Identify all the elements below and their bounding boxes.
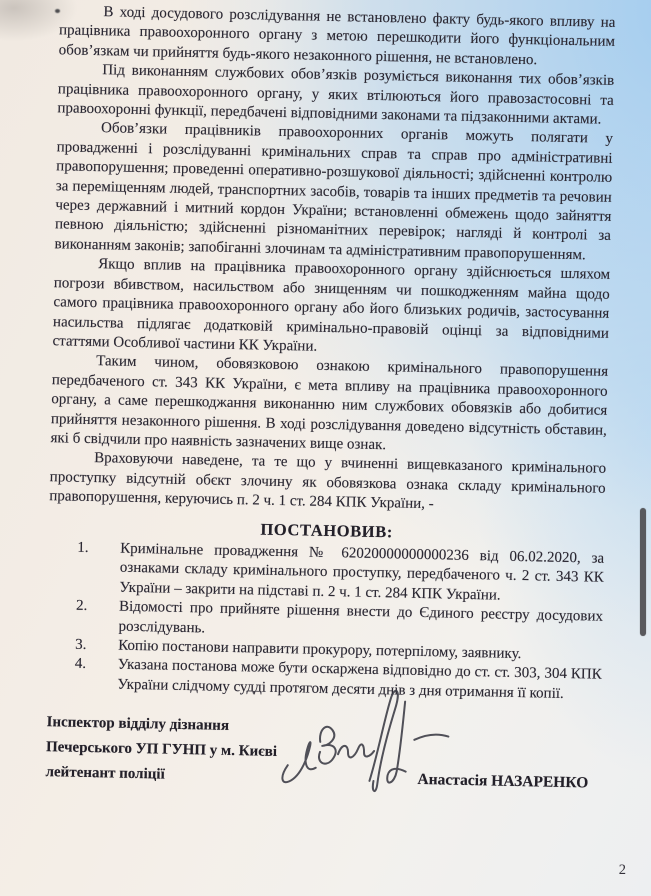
- paragraph: Обов’язки працівників правоохоронних органів можуть полягати у провадженні і розслідуванні кримінальних справ та справ про адміністративні правопорушення; проведенні оперативно-розшукової діяльності; здійсненні контролю за переміщенням людей, транспортних засобів, товарів та інших предметів та речовин через державний і митний кордон України; встановленні обмежень щодо зайняття певною діяльністю; здійсненні різноманітних перевірок; нагляді й контролі за виконанням законів; запобіганні злочинам та адміністративним правопорушенням.: [54, 120, 614, 264]
- list-item-text: Кримінальне провадження № 62020000000000236 від 06.02.2020, за ознаками складу кримінального проступку, передбаченого ч. 2 ст. 343 КК України – закрити на підставі п. 2 ч. 1 ст. 284 КПК України.: [119, 540, 605, 604]
- resolution-heading: ПОСТАНОВИВ:: [260, 519, 394, 541]
- paragraph: В ході досудового розслідування не встановлено факту будь-якого впливу на працівника правоохоронного органу з метою перешкодити його функціональним обов’язкам чи прийняття будь-якого незаконного рішення, не встановлено.: [58, 4, 616, 69]
- signatory-name: Анастасія НАЗАРЕНКО: [417, 771, 589, 792]
- list-item-number: 2.: [75, 597, 88, 615]
- paragraph: Враховуючи наведене, та те що у вчиненні вищевказаного кримінального проступку відсутній обєкт злочину як обовязкова ознака складу кримінального правопорушення, керуючись п. 2 ч. 1 ст. 284 КПК України, -: [49, 450, 607, 513]
- list-item-number: 4.: [74, 656, 87, 673]
- paragraph: Під виконанням службових обов’язків розуміється виконання тих обов’язків працівника правоохоронного органу, у яких втілюються його правозастосовні та правоохоронні функції, передбачені відповідними законами та підзаконними актами.: [57, 62, 615, 128]
- list-item-number: 3.: [75, 636, 87, 653]
- page-number: 2: [618, 862, 626, 878]
- list-item-text: Відомості про прийняте рішення внести до Єдиного реєстру досудових розслідувань.: [118, 598, 604, 637]
- scrollbar-thumb[interactable]: [640, 508, 646, 636]
- list-item-number: 1.: [77, 539, 89, 556]
- document-content: [43, 2, 615, 806]
- signature-block: [43, 698, 601, 806]
- list-item-text: Указана постанова може бути оскаржена відповідно до ст. ст. 303, 304 КПК України слідчому судді протягом десяти днів з дня отримання її копії.: [117, 657, 602, 702]
- list-item-text: Копію постанови направити прокурору, потерпілому, заявнику.: [118, 637, 522, 663]
- signatory-position-line: лейтенант поліції: [45, 764, 165, 783]
- signatory-position: [45, 710, 277, 790]
- signatory-position-line: Печерського УП ГУНП у м. Києві: [45, 739, 278, 761]
- signatory-position-line: Інспектор відділу дізнання: [46, 714, 230, 735]
- paragraph: Якщо вплив на працівника правоохоронного органу здійснюється шляхом погрози вбивством, насильством або знищенням чи пошкодженням майна щодо самого працівника правоохоронного органу або його близьких родичів, застосування насильства підлягає додатковій кримінально-правовій оцінці за відповідними статтями Особливої частини КК України.: [52, 256, 611, 355]
- paragraph: Таким чином, обовязковою ознакою кримінального правопорушення передбаченого ст. 343 КК України, є мета впливу на працівника правоохоронного органу, а саме перешкоджання виконанню ним службових обовязків або добитися прийняття незаконного рішення. В ході розслідування доведено відсутність обставин, які б свідчили про наявність зазначених вище ознак.: [50, 353, 609, 454]
- resolution-list: [45, 538, 604, 705]
